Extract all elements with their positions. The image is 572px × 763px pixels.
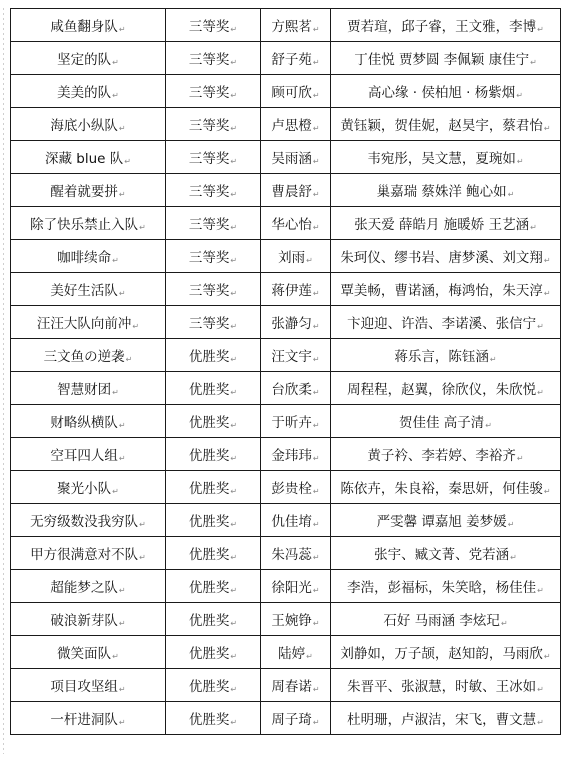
awards-table-body	[11, 9, 561, 735]
paragraph-mark-icon: ↵	[230, 553, 238, 562]
paragraph-mark-icon: ↵	[312, 685, 320, 694]
paragraph-mark-icon: ↵	[118, 124, 126, 133]
team-text: 项目攻坚组	[50, 679, 118, 695]
paragraph-mark-icon: ↵	[485, 421, 492, 430]
members-text: 卞迎迎、许浩、李诺溪、张信宁	[347, 316, 537, 332]
cell-award[interactable]	[166, 207, 261, 240]
paragraph-mark-icon: ↵	[118, 289, 126, 298]
table-row	[11, 306, 561, 339]
award-text: 优胜奖	[188, 415, 230, 431]
paragraph-mark-icon: ↵	[230, 652, 238, 661]
leader-text: 方熙茗	[271, 19, 312, 35]
cell-team[interactable]	[11, 75, 166, 108]
cell-members[interactable]	[331, 702, 561, 735]
cell-members[interactable]	[331, 603, 561, 636]
table-row	[11, 636, 561, 669]
table-row	[11, 372, 561, 405]
award-text: 优胜奖	[188, 349, 230, 365]
cell-team[interactable]	[11, 207, 166, 240]
cell-members[interactable]	[331, 141, 561, 174]
award-text: 优胜奖	[188, 646, 230, 662]
cell-award[interactable]	[166, 339, 261, 372]
paragraph-mark-icon: ↵	[139, 223, 146, 232]
cell-leader[interactable]	[261, 669, 331, 702]
cell-team[interactable]	[11, 141, 166, 174]
paragraph-mark-icon: ↵	[230, 190, 238, 199]
paragraph-mark-icon: ↵	[537, 586, 544, 595]
table-row	[11, 405, 561, 438]
leader-text: 于昕卉	[271, 415, 312, 431]
cell-leader[interactable]	[261, 207, 331, 240]
paragraph-mark-icon: ↵	[543, 487, 551, 496]
table-row	[11, 240, 561, 273]
cell-team[interactable]	[11, 42, 166, 75]
cell-award[interactable]	[166, 669, 261, 702]
cell-team[interactable]	[11, 339, 166, 372]
paragraph-mark-icon: ↵	[306, 652, 313, 661]
team-text: 微笑面队	[57, 646, 112, 662]
cell-award[interactable]	[166, 702, 261, 735]
paragraph-mark-icon: ↵	[230, 586, 238, 595]
team-text: 醒着就要拼	[50, 184, 118, 200]
paragraph-mark-icon: ↵	[118, 421, 126, 430]
table-row	[11, 339, 561, 372]
paragraph-mark-icon: ↵	[537, 685, 544, 694]
paragraph-mark-icon: ↵	[312, 586, 320, 595]
team-text: 超能梦之队	[50, 580, 118, 596]
cell-team[interactable]	[11, 438, 166, 471]
cell-members[interactable]	[331, 570, 561, 603]
paragraph-mark-icon: ↵	[312, 388, 320, 397]
paragraph-mark-icon: ↵	[312, 25, 320, 34]
award-text: 三等奖	[188, 19, 230, 35]
cell-members[interactable]	[331, 42, 561, 75]
cell-members[interactable]	[331, 174, 561, 207]
members-text: 黄钰颖，贺佳妮，赵昊宇，蔡君怡	[340, 118, 543, 134]
paragraph-mark-icon: ↵	[139, 553, 146, 562]
cell-team[interactable]	[11, 537, 166, 570]
paragraph-mark-icon: ↵	[118, 190, 126, 199]
leader-text: 蒋伊莲	[271, 283, 312, 299]
paragraph-mark-icon: ↵	[112, 58, 119, 67]
paragraph-mark-icon: ↵	[537, 718, 544, 727]
members-text: 张宇、臧文菁、党若涵	[374, 547, 510, 563]
leader-text: 王婉铮	[271, 613, 312, 629]
cell-leader[interactable]	[261, 570, 331, 603]
cell-leader[interactable]	[261, 603, 331, 636]
paragraph-mark-icon: ↵	[230, 289, 238, 298]
team-text: 海底小纵队	[50, 118, 118, 134]
cell-award[interactable]	[166, 405, 261, 438]
members-text: 丁佳悦 贾梦圆 李佩颖 康佳宁	[354, 52, 530, 68]
cell-team[interactable]	[11, 405, 166, 438]
cell-members[interactable]	[331, 372, 561, 405]
award-text: 优胜奖	[188, 580, 230, 596]
cell-members[interactable]	[331, 405, 561, 438]
paragraph-mark-icon: ↵	[507, 520, 515, 529]
cell-award[interactable]	[166, 42, 261, 75]
paragraph-mark-icon: ↵	[112, 256, 119, 265]
award-text: 优胜奖	[188, 679, 230, 695]
cell-members[interactable]	[331, 438, 561, 471]
paragraph-mark-icon: ↵	[230, 58, 238, 67]
leader-text: 周春诺	[271, 679, 312, 695]
members-text: 周程程，赵翼，徐欣仪，朱欣悦	[347, 382, 537, 398]
paragraph-mark-icon: ↵	[230, 619, 238, 628]
cell-leader[interactable]	[261, 306, 331, 339]
cell-members[interactable]	[331, 636, 561, 669]
leader-text: 吴雨涵	[271, 151, 312, 167]
cell-leader[interactable]	[261, 504, 331, 537]
paragraph-mark-icon: ↵	[537, 322, 544, 331]
members-text: 石好 马雨涵 李炫玘	[383, 613, 500, 629]
cell-team[interactable]	[11, 669, 166, 702]
cell-award[interactable]	[166, 306, 261, 339]
paragraph-mark-icon: ↵	[230, 685, 238, 694]
cell-leader[interactable]	[261, 438, 331, 471]
cell-members[interactable]	[331, 669, 561, 702]
cell-team[interactable]	[11, 504, 166, 537]
paragraph-mark-icon: ↵	[516, 454, 524, 463]
cell-members[interactable]	[331, 504, 561, 537]
cell-team[interactable]	[11, 108, 166, 141]
cell-team[interactable]	[11, 240, 166, 273]
cell-leader[interactable]	[261, 174, 331, 207]
members-text: 严雯馨 谭嘉旭 姜梦媛	[376, 514, 507, 530]
table-row	[11, 504, 561, 537]
award-text: 优胜奖	[188, 514, 230, 530]
awards-table	[10, 8, 561, 735]
table-row	[11, 570, 561, 603]
paragraph-mark-icon: ↵	[230, 25, 238, 34]
cell-leader[interactable]	[261, 405, 331, 438]
cell-members[interactable]	[331, 339, 561, 372]
cell-leader[interactable]	[261, 471, 331, 504]
table-row	[11, 438, 561, 471]
members-text: 张天爱 薛皓月 施暖娇 王艺涵	[354, 217, 530, 233]
award-text: 三等奖	[188, 283, 230, 299]
paragraph-mark-icon: ↵	[312, 553, 320, 562]
table-row	[11, 141, 561, 174]
paragraph-mark-icon: ↵	[543, 652, 551, 661]
table-row	[11, 174, 561, 207]
team-text: 聚光小队	[57, 481, 112, 497]
cell-award[interactable]	[166, 273, 261, 306]
paragraph-mark-icon: ↵	[516, 157, 524, 166]
table-row	[11, 537, 561, 570]
members-text: 韦宛彤，吴文慧，夏琬如	[367, 151, 516, 167]
members-text: 刘静如，万子颉，赵知韵，马雨欣	[340, 646, 543, 662]
paragraph-mark-icon: ↵	[230, 487, 238, 496]
cell-leader[interactable]	[261, 372, 331, 405]
award-text: 三等奖	[188, 250, 230, 266]
team-text: 汪汪大队向前冲	[36, 316, 132, 332]
cell-leader[interactable]	[261, 75, 331, 108]
table-row	[11, 108, 561, 141]
table-row	[11, 702, 561, 735]
cell-leader[interactable]	[261, 108, 331, 141]
cell-award[interactable]	[166, 75, 261, 108]
paragraph-mark-icon: ↵	[543, 289, 551, 298]
cell-members[interactable]	[331, 471, 561, 504]
paragraph-mark-icon: ↵	[112, 91, 119, 100]
table-row	[11, 42, 561, 75]
leader-text: 刘雨	[278, 250, 306, 266]
paragraph-mark-icon: ↵	[312, 355, 320, 364]
award-text: 优胜奖	[188, 382, 230, 398]
paragraph-mark-icon: ↵	[230, 454, 238, 463]
leader-text: 周子琦	[271, 712, 312, 728]
table-row	[11, 471, 561, 504]
paragraph-mark-icon: ↵	[312, 157, 320, 166]
leader-text: 彭贵栓	[271, 481, 312, 497]
paragraph-mark-icon: ↵	[530, 223, 537, 232]
paragraph-mark-icon: ↵	[230, 718, 238, 727]
leader-text: 华心怡	[271, 217, 312, 233]
paragraph-mark-icon: ↵	[312, 421, 320, 430]
paragraph-mark-icon: ↵	[112, 388, 119, 397]
paragraph-mark-icon: ↵	[489, 355, 497, 364]
cell-members[interactable]	[331, 207, 561, 240]
table-row	[11, 273, 561, 306]
cell-leader[interactable]	[261, 273, 331, 306]
paragraph-mark-icon: ↵	[230, 124, 238, 133]
paragraph-mark-icon: ↵	[306, 256, 313, 265]
paragraph-mark-icon: ↵	[230, 421, 238, 430]
cell-members[interactable]	[331, 240, 561, 273]
members-text: 贾若瑄，邱子睿，王文雅，李博	[347, 19, 537, 35]
cell-award[interactable]	[166, 603, 261, 636]
cell-award[interactable]	[166, 174, 261, 207]
team-text: 破浪新芽队	[50, 613, 118, 629]
paragraph-mark-icon: ↵	[543, 124, 551, 133]
paragraph-mark-icon: ↵	[312, 718, 320, 727]
paragraph-mark-icon: ↵	[312, 190, 320, 199]
cell-team[interactable]	[11, 471, 166, 504]
cell-team[interactable]	[11, 636, 166, 669]
leader-text: 陆婷	[278, 646, 306, 662]
cell-leader[interactable]	[261, 42, 331, 75]
paragraph-mark-icon: ↵	[139, 520, 146, 529]
table-row	[11, 9, 561, 42]
paragraph-mark-icon: ↵	[118, 718, 126, 727]
members-text: 蒋乐言，陈钰涵	[394, 349, 489, 365]
paragraph-mark-icon: ↵	[510, 553, 517, 562]
award-text: 优胜奖	[188, 547, 230, 563]
paragraph-mark-icon: ↵	[516, 91, 523, 100]
members-text: 杜明珊，卢淑洁，宋飞，曹文慧	[347, 712, 537, 728]
team-text: 咖啡续命	[57, 250, 112, 266]
cell-members[interactable]	[331, 273, 561, 306]
members-text: 覃美畅，曹诺涵，梅鸿怡，朱天淳	[340, 283, 543, 299]
award-text: 三等奖	[188, 85, 230, 101]
leader-text: 卢思橙	[271, 118, 312, 134]
cell-leader[interactable]	[261, 339, 331, 372]
paragraph-mark-icon: ↵	[543, 256, 551, 265]
team-text: 财略纵横队	[50, 415, 118, 431]
paragraph-mark-icon: ↵	[230, 355, 238, 364]
cell-leader[interactable]	[261, 702, 331, 735]
paragraph-mark-icon: ↵	[312, 124, 320, 133]
team-text: 深藏 blue 队	[45, 151, 124, 167]
paragraph-mark-icon: ↵	[230, 157, 238, 166]
members-text: 黄子衿、李若婷、李裕齐	[367, 448, 516, 464]
cell-team[interactable]	[11, 702, 166, 735]
cell-award[interactable]	[166, 570, 261, 603]
team-text: 三文鱼の逆袭	[43, 349, 125, 365]
paragraph-mark-icon: ↵	[312, 487, 320, 496]
cell-team[interactable]	[11, 570, 166, 603]
team-text: 智慧财团	[57, 382, 112, 398]
award-text: 三等奖	[188, 118, 230, 134]
cell-leader[interactable]	[261, 636, 331, 669]
award-text: 优胜奖	[188, 613, 230, 629]
paragraph-mark-icon: ↵	[537, 25, 544, 34]
leader-text: 汪文宇	[271, 349, 312, 365]
leader-text: 仇佳堉	[271, 514, 312, 530]
table-row	[11, 603, 561, 636]
cell-members[interactable]	[331, 9, 561, 42]
paragraph-mark-icon: ↵	[118, 25, 126, 34]
members-text: 李浩，彭福标，朱笑晗，杨佳佳	[347, 580, 537, 596]
paragraph-mark-icon: ↵	[537, 388, 544, 397]
team-text: 美好生活队	[50, 283, 118, 299]
cell-leader[interactable]	[261, 141, 331, 174]
paragraph-mark-icon: ↵	[118, 454, 126, 463]
paragraph-mark-icon: ↵	[530, 58, 537, 67]
cell-leader[interactable]	[261, 240, 331, 273]
leader-text: 徐阳光	[271, 580, 312, 596]
leader-text: 曹晨舒	[271, 184, 312, 200]
award-text: 优胜奖	[188, 448, 230, 464]
paragraph-mark-icon: ↵	[118, 586, 126, 595]
leader-text: 朱冯蕊	[271, 547, 312, 563]
paragraph-mark-icon: ↵	[132, 322, 140, 331]
paragraph-mark-icon: ↵	[112, 652, 119, 661]
paragraph-mark-icon: ↵	[230, 322, 238, 331]
paragraph-mark-icon: ↵	[312, 289, 320, 298]
cell-team[interactable]	[11, 273, 166, 306]
members-text: 朱晋平、张淑慧，时敏、王冰如	[347, 679, 537, 695]
cell-members[interactable]	[331, 537, 561, 570]
members-text: 巢嘉瑞 蔡姝洋 鲍心如	[376, 184, 507, 200]
team-text: 一杆进洞队	[50, 712, 118, 728]
cell-team[interactable]	[11, 9, 166, 42]
paragraph-mark-icon: ↵	[230, 256, 238, 265]
award-text: 优胜奖	[188, 481, 230, 497]
cell-leader[interactable]	[261, 537, 331, 570]
table-row	[11, 669, 561, 702]
paragraph-mark-icon: ↵	[230, 223, 238, 232]
team-text: 空耳四人组	[50, 448, 118, 464]
cell-team[interactable]	[11, 372, 166, 405]
cell-award[interactable]	[166, 537, 261, 570]
team-text: 咸鱼翻身队	[50, 19, 118, 35]
cell-award[interactable]	[166, 141, 261, 174]
award-text: 优胜奖	[188, 712, 230, 728]
paragraph-mark-icon: ↵	[312, 91, 320, 100]
cell-award[interactable]	[166, 372, 261, 405]
paragraph-mark-icon: ↵	[124, 157, 131, 166]
cell-award[interactable]	[166, 438, 261, 471]
cell-award[interactable]	[166, 504, 261, 537]
team-text: 甲方很满意对不队	[30, 547, 139, 563]
award-text: 三等奖	[188, 52, 230, 68]
paragraph-mark-icon: ↵	[118, 619, 126, 628]
cell-team[interactable]	[11, 306, 166, 339]
cell-award[interactable]	[166, 471, 261, 504]
cell-award[interactable]	[166, 240, 261, 273]
cell-leader[interactable]	[261, 9, 331, 42]
cell-team[interactable]	[11, 603, 166, 636]
paragraph-mark-icon: ↵	[312, 619, 320, 628]
paragraph-mark-icon: ↵	[312, 58, 320, 67]
paragraph-mark-icon: ↵	[112, 487, 119, 496]
paragraph-mark-icon: ↵	[125, 355, 133, 364]
paragraph-mark-icon: ↵	[312, 520, 320, 529]
paragraph-mark-icon: ↵	[230, 388, 238, 397]
team-text: 坚定的队	[57, 52, 112, 68]
leader-text: 台欣柔	[271, 382, 312, 398]
paragraph-mark-icon: ↵	[507, 190, 515, 199]
leader-text: 金玮玮	[271, 448, 312, 464]
cell-members[interactable]	[331, 306, 561, 339]
award-text: 三等奖	[188, 151, 230, 167]
cell-award[interactable]	[166, 636, 261, 669]
members-text: 贺佳佳 高子清	[399, 415, 485, 431]
paragraph-mark-icon: ↵	[312, 223, 320, 232]
award-text: 三等奖	[188, 316, 230, 332]
paragraph-mark-icon: ↵	[230, 91, 238, 100]
paragraph-mark-icon: ↵	[500, 619, 508, 628]
paragraph-mark-icon: ↵	[118, 685, 126, 694]
leader-text: 舒子苑	[271, 52, 312, 68]
paragraph-mark-icon: ↵	[230, 520, 238, 529]
team-text: 除了快乐禁止入队	[30, 217, 139, 233]
paragraph-mark-icon: ↵	[312, 454, 320, 463]
paragraph-mark-icon: ↵	[312, 322, 320, 331]
leader-text: 张瀞匀	[271, 316, 312, 332]
cell-award[interactable]	[166, 9, 261, 42]
margin-guide	[3, 8, 4, 754]
cell-team[interactable]	[11, 174, 166, 207]
cell-members[interactable]	[331, 75, 561, 108]
table-row	[11, 207, 561, 240]
team-text: 无穷级数没我穷队	[30, 514, 139, 530]
cell-members[interactable]	[331, 108, 561, 141]
award-text: 三等奖	[188, 184, 230, 200]
award-text: 三等奖	[188, 217, 230, 233]
table-row	[11, 75, 561, 108]
members-text: 朱珂仪、缪书岩、唐梦溪、刘文翔	[340, 250, 543, 266]
members-text: 高心缘 · 侯柏旭 · 杨紫烟	[368, 85, 516, 101]
cell-award[interactable]	[166, 108, 261, 141]
members-text: 陈依卉，朱良裕，秦思妍，何佳骏	[340, 481, 543, 497]
team-text: 美美的队	[57, 85, 112, 101]
leader-text: 顾可欣	[271, 85, 312, 101]
